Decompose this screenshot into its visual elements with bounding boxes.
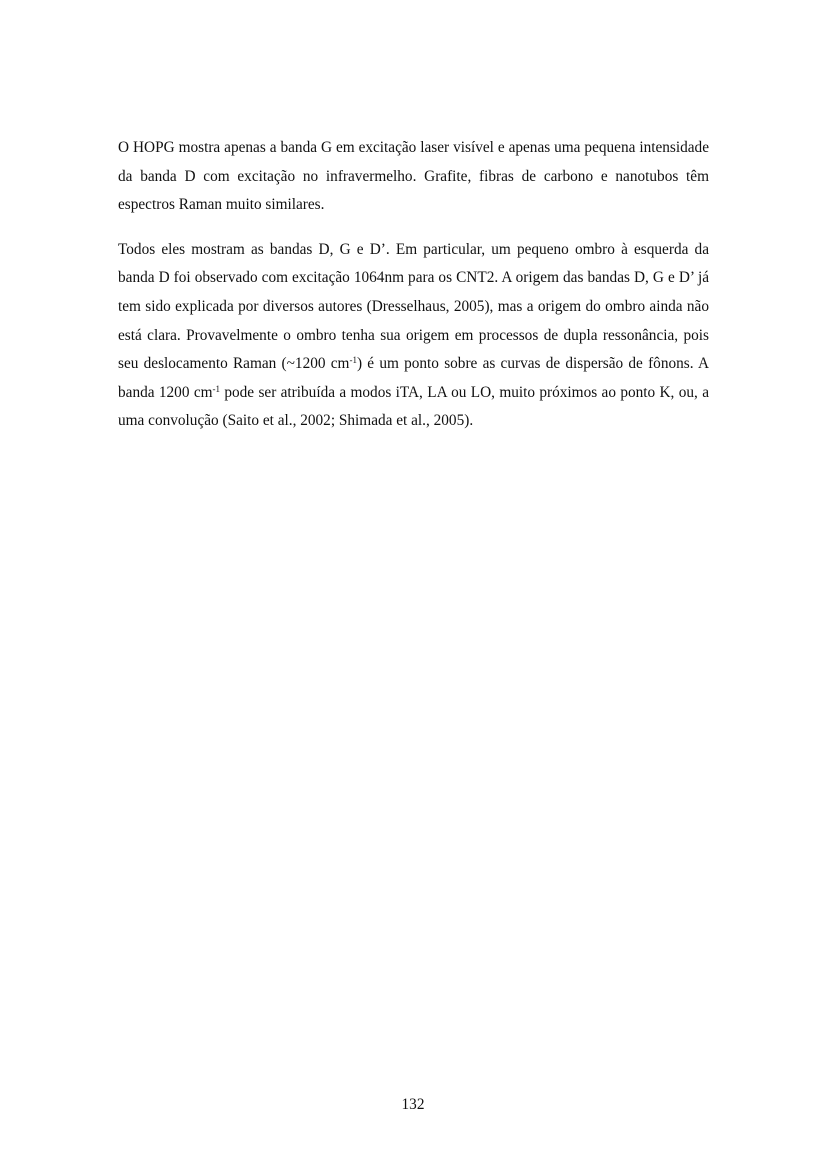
body-text	[118, 134, 709, 436]
paragraph-2-text-part3: pode ser atribuída a modos iTA, LA ou LO, muito próximos ao ponto K, ou, a uma convolução (Saito et al., 2002; Shimada et al., 2005).	[118, 383, 709, 430]
paragraph-2-text-part1: Todos eles mostram as bandas D, G e D’. Em particular, um pequeno ombro à esquerda da banda D foi observado com excitação 1064nm para os CNT2. A origem das bandas D, G e D’ já tem sido explicada por diversos autores (Dresselhaus, 2005), mas a origem do ombro ainda não está clara. Provavelmente o ombro tenha sua origem em processos de dupla ressonância, pois seu deslocamento Raman (~1200 cm	[118, 240, 709, 373]
page-number: 132	[401, 1096, 425, 1113]
paragraph-2-text-part2: ) é um ponto sobre as curvas de dispersão de fônons. A banda 1200 cm	[118, 355, 709, 401]
superscript-exponent-1: -1	[349, 355, 357, 366]
superscript-exponent-2: -1	[212, 383, 221, 394]
paragraph-1	[118, 134, 709, 220]
paragraph-2	[118, 236, 709, 436]
paragraph-1-text: O HOPG mostra apenas a banda G em excitação laser visível e apenas uma pequena intensidade da banda D com excitação no infravermelho. Grafite, fibras de carbono e nanotubos têm espectros Raman muito similares.	[118, 139, 709, 214]
